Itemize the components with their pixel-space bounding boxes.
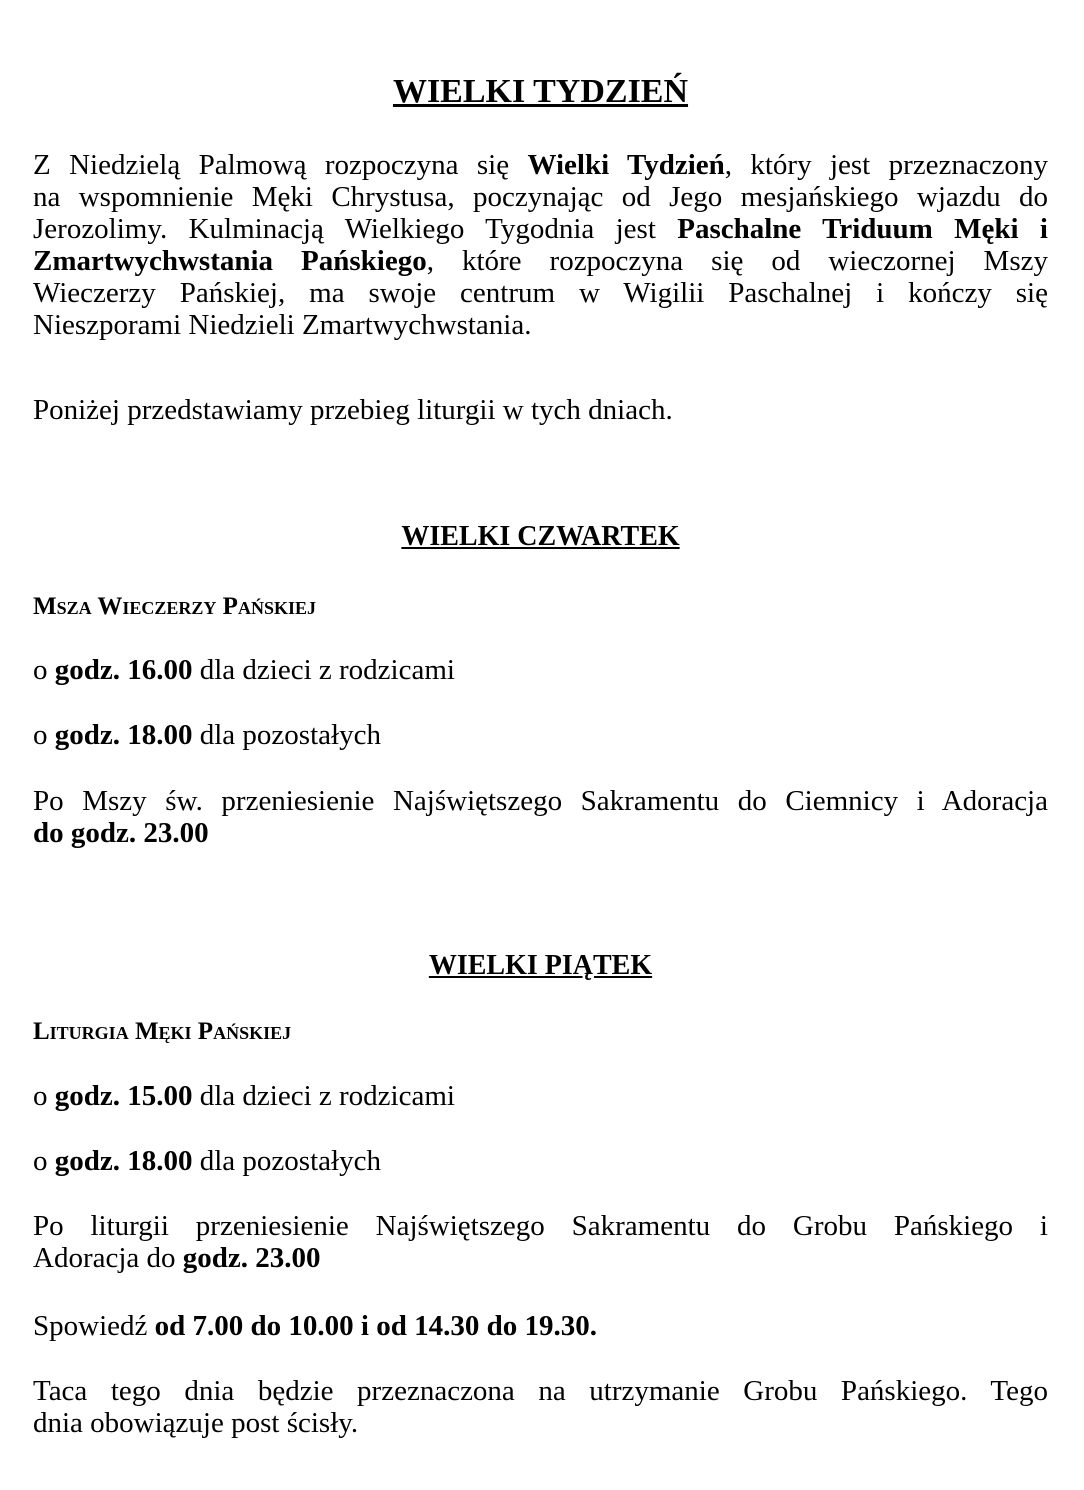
text: o (33, 1145, 55, 1177)
text: Spowiedź (33, 1310, 155, 1342)
text: Z Niedzielą Palmową rozpoczyna się (33, 149, 528, 181)
text-line (33, 245, 1048, 277)
thursday-mass-children (33, 654, 1048, 686)
text: Nieszporami Niedzieli Zmartwychwstania. (33, 309, 532, 341)
bold-text: do godz. 23.00 (33, 817, 209, 849)
text: , które rozpoczyna się od wieczornej Mszy (426, 245, 1048, 277)
text-line (33, 1145, 1048, 1177)
text: Jerozolimy. Kulminacją Wielkiego Tygodnia jest (33, 213, 678, 245)
bold-text: godz. 18.00 (54, 719, 193, 751)
bold-text: Paschalne Triduum Męki i (677, 213, 1048, 245)
text: Poniżej przedstawiamy przebieg liturgii w tych dniach. (33, 394, 673, 426)
text: Po Mszy św. przeniesienie Najświętszego Sakramentu do Ciemnicy i Adoracja (33, 785, 1048, 817)
text: dla dzieci z rodzicami (192, 654, 455, 686)
bold-text: godz. 15.00 (54, 1080, 193, 1112)
text: na wspomnienie Męki Chrystusa, poczynając od Jego mesjańskiego wjazdu do (33, 181, 1048, 213)
intro-note (33, 394, 1048, 426)
text-line (33, 785, 1048, 817)
bold-text: godz. 16.00 (54, 654, 193, 686)
bold-text: godz. 23.00 (182, 1242, 321, 1274)
bold-text: Wielki Tydzień (527, 149, 725, 181)
text: , który jest przeznaczony (724, 149, 1049, 181)
text: Wieczerzy Pańskiej, ma swoje centrum w Wigilii Paschalnej i kończy się (33, 277, 1048, 309)
text-line (33, 1407, 1048, 1439)
text-line (33, 817, 1048, 849)
thursday-heading: WIELKI CZWARTEK (401, 521, 680, 552)
thursday-subheading: Msza Wieczerzy Pańskiej (33, 593, 316, 620)
bold-text: Zmartwychwstania Pańskiego (33, 245, 427, 277)
text: dla pozostałych (192, 719, 381, 751)
text: dnia obowiązuje post ścisły. (33, 1407, 359, 1439)
friday-adoration (33, 1210, 1048, 1274)
bold-text: godz. 18.00 (54, 1145, 193, 1177)
thursday-adoration (33, 785, 1048, 849)
text-line (33, 1210, 1048, 1242)
intro-paragraph (33, 149, 1048, 341)
text: dla pozostałych (192, 1145, 381, 1177)
text-line (33, 719, 1048, 751)
friday-heading: WIELKI PIĄTEK (428, 950, 653, 981)
friday-subheading: Liturgia Męki Pańskiej (33, 1018, 292, 1045)
text-line (33, 1375, 1048, 1407)
text-line (33, 1310, 1048, 1342)
page-title: WIELKI TYDZIEŃ (392, 73, 689, 110)
text-line (33, 149, 1048, 181)
friday-offering (33, 1375, 1048, 1439)
friday-confession (33, 1310, 1048, 1342)
text-line (33, 277, 1048, 309)
text-line (33, 1242, 1048, 1274)
text: Po liturgii przeniesienie Najświętszego Sakramentu do Grobu Pańskiego i (33, 1210, 1048, 1242)
text: o (33, 654, 55, 686)
text-line (33, 181, 1048, 213)
thursday-mass-others (33, 719, 1048, 751)
text: Taca tego dnia będzie przeznaczona na utrzymanie Grobu Pańskiego. Tego (33, 1375, 1048, 1407)
text-line (33, 1080, 1048, 1112)
text: o (33, 719, 55, 751)
text-line (33, 654, 1048, 686)
bold-text: od 7.00 do 10.00 i od 14.30 do 19.30. (154, 1310, 597, 1342)
text: Adoracja do (33, 1242, 183, 1274)
text-line (33, 213, 1048, 245)
friday-liturgy-children (33, 1080, 1048, 1112)
friday-liturgy-others (33, 1145, 1048, 1177)
text: o (33, 1080, 55, 1112)
text: dla dzieci z rodzicami (192, 1080, 455, 1112)
text-line (33, 394, 1048, 426)
text-line (33, 309, 1048, 341)
